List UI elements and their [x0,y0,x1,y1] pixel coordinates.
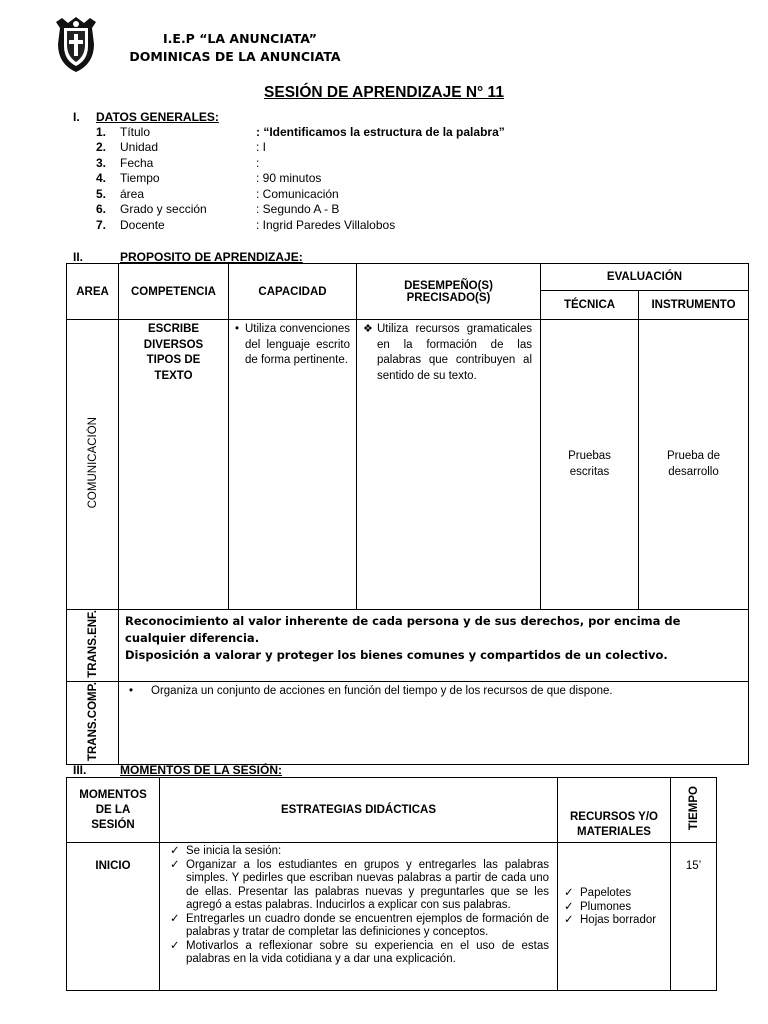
list-item-text: Organizar a los estudiantes en grupos y entregarles las palabras simples. Y pedirles que escriban nuevas palabras a partir de cada uno de ellas. Presentar las palabras nuevas y preguntarles que se les agregó a estas palabras. Inducirlos a explicar con sus palabras. [186,858,549,911]
row-label: Unidad [120,140,159,154]
general-data-row [96,171,321,187]
header-momentos: MOMENTOS DE LA SESIÓN [67,778,160,843]
trans-comp-label-cell [67,681,119,764]
resources-list [558,887,666,928]
trans-enf-line-2: Disposición a valorar y proteger los bienes comunes y compartidos de un colectivo. [125,648,668,662]
trans-comp-label: TRANS.COMP. [86,681,99,761]
header-capacidad: CAPACIDAD [229,264,357,320]
row-label: área [120,187,145,201]
list-item-text: Motivarlos a reflexionar sobre su experiencia en el uso de estas palabras en la vida cotidiana y a dar una explicación. [186,939,549,965]
header-competencia: COMPETENCIA [119,264,229,320]
list-item [164,913,549,940]
row-value: : I [256,140,267,154]
trans-comp-cell [119,681,749,764]
session-moments-table [66,777,717,991]
tecnica-value: Pruebas escritas [541,320,639,610]
area-cell [67,320,119,610]
list-item-text: Papelotes [580,887,632,899]
row-number: 3. [96,156,107,170]
bullet-icon: • [129,684,134,697]
row-number: 5. [96,187,107,201]
header-recursos: RECURSOS Y/O MATERIALES [558,778,671,843]
list-item [164,859,549,913]
general-data-row [96,187,339,203]
trans-enf-label: TRANS.ENF. [86,610,99,678]
school-name: I.E.P “LA ANUNCIATA” [163,31,317,46]
row-number: 2. [96,140,107,154]
check-icon: ✓ [170,845,180,857]
row-label: Docente [120,218,165,232]
row-value: : Comunicación [256,187,339,201]
header-estrategias: ESTRATEGIAS DIDÁCTICAS [160,778,558,843]
row-value: : Ingrid Paredes Villalobos [256,218,396,232]
bullet-icon: • [235,323,240,335]
trans-enf-cell [119,610,749,682]
row-value: : “Identificamos la estructura de la palabra” [256,125,505,139]
list-item [558,901,666,915]
instrumento-value: Prueba de desarrollo [639,320,749,610]
row-value: : [256,156,260,170]
area-value: COMUNICACIÓN [86,417,99,509]
capacidad-cell [229,320,357,610]
header-tiempo: TIEMPO [687,786,700,831]
general-data-row [96,156,259,172]
section-2-title: PROPOSITO DE APRENDIZAJE: [120,250,303,264]
row-label: Grado y sección [120,202,207,216]
competencia-value: ESCRIBE DIVERSOS TIPOS DE TEXTO [119,320,229,610]
check-icon: ✓ [564,887,574,899]
check-icon: ✓ [564,900,574,913]
general-data-row [96,218,395,234]
list-item [164,845,549,859]
row-number: 1. [96,125,107,139]
desempeno-cell [357,320,541,610]
diamond-bullet-icon: ❖ [363,323,373,335]
inicio-time: 15’ [671,843,717,991]
general-data-row [96,125,505,141]
header-instrumento: INSTRUMENTO [639,291,749,320]
general-data-row [96,140,266,156]
section-1-title: DATOS GENERALES: [96,110,219,124]
trans-comp-value: Organiza un conjunto de acciones en función del tiempo y de los recursos de que dispone. [151,684,613,697]
list-item [558,887,666,901]
congregation-name: DOMINICAS DE LA ANUNCIATA [129,49,341,64]
header-tecnica: TÉCNICA [541,291,639,320]
trans-enf-line-1: Reconocimiento al valor inherente de cada persona y de sus derechos, por encima de cualquier diferencia. [125,614,681,645]
list-item [164,940,549,967]
header-desempeno: DESEMPEÑO(S) PRECISADO(S) [357,264,541,320]
row-number: 6. [96,202,107,216]
strategies-list [164,845,549,967]
check-icon: ✓ [564,914,574,926]
row-label: Tiempo [120,171,160,185]
header-tiempo-cell [671,778,717,843]
row-number: 4. [96,171,107,185]
school-crest-logo [50,14,102,74]
capacidad-value: Utiliza convenciones del lenguaje escrito de forma pertinente. [245,323,350,366]
purpose-table [66,263,749,765]
row-label: Fecha [120,156,154,170]
header-area: AREA [67,264,119,320]
list-item-text: Entregarles un cuadro donde se encuentren ejemplos de formación de palabras y tratar de completar las definiciones y conceptos. [186,912,549,938]
inicio-strategies-cell [160,843,558,991]
inicio-resources-cell [558,843,671,991]
list-item [558,914,666,928]
section-3-title: MOMENTOS DE LA SESIÓN: [120,763,283,777]
header-evaluacion: EVALUACIÓN [541,264,749,291]
session-title: SESIÓN DE APRENDIZAJE N° 11 [264,84,504,101]
check-icon: ✓ [170,939,180,952]
section-3-numeral: III. [73,763,87,777]
section-1-numeral: I. [73,110,80,124]
list-item-text: Se inicia la sesión: [186,845,282,857]
trans-enf-label-cell [67,610,119,682]
list-item-text: Hojas borrador [580,914,657,926]
general-data-row [96,202,339,218]
row-number: 7. [96,218,107,232]
list-item-text: Plumones [580,900,632,913]
row-value: : 90 minutos [256,171,322,185]
section-2-numeral: II. [73,250,84,264]
check-icon: ✓ [170,912,180,925]
row-label: Título [120,125,151,139]
inicio-label: INICIO [67,843,160,991]
desempeno-value: Utiliza recursos gramaticales en la formación de las palabras que contribuyen al sentido de su texto. [377,323,532,382]
check-icon: ✓ [170,858,180,871]
row-value: : Segundo A - B [256,202,340,216]
